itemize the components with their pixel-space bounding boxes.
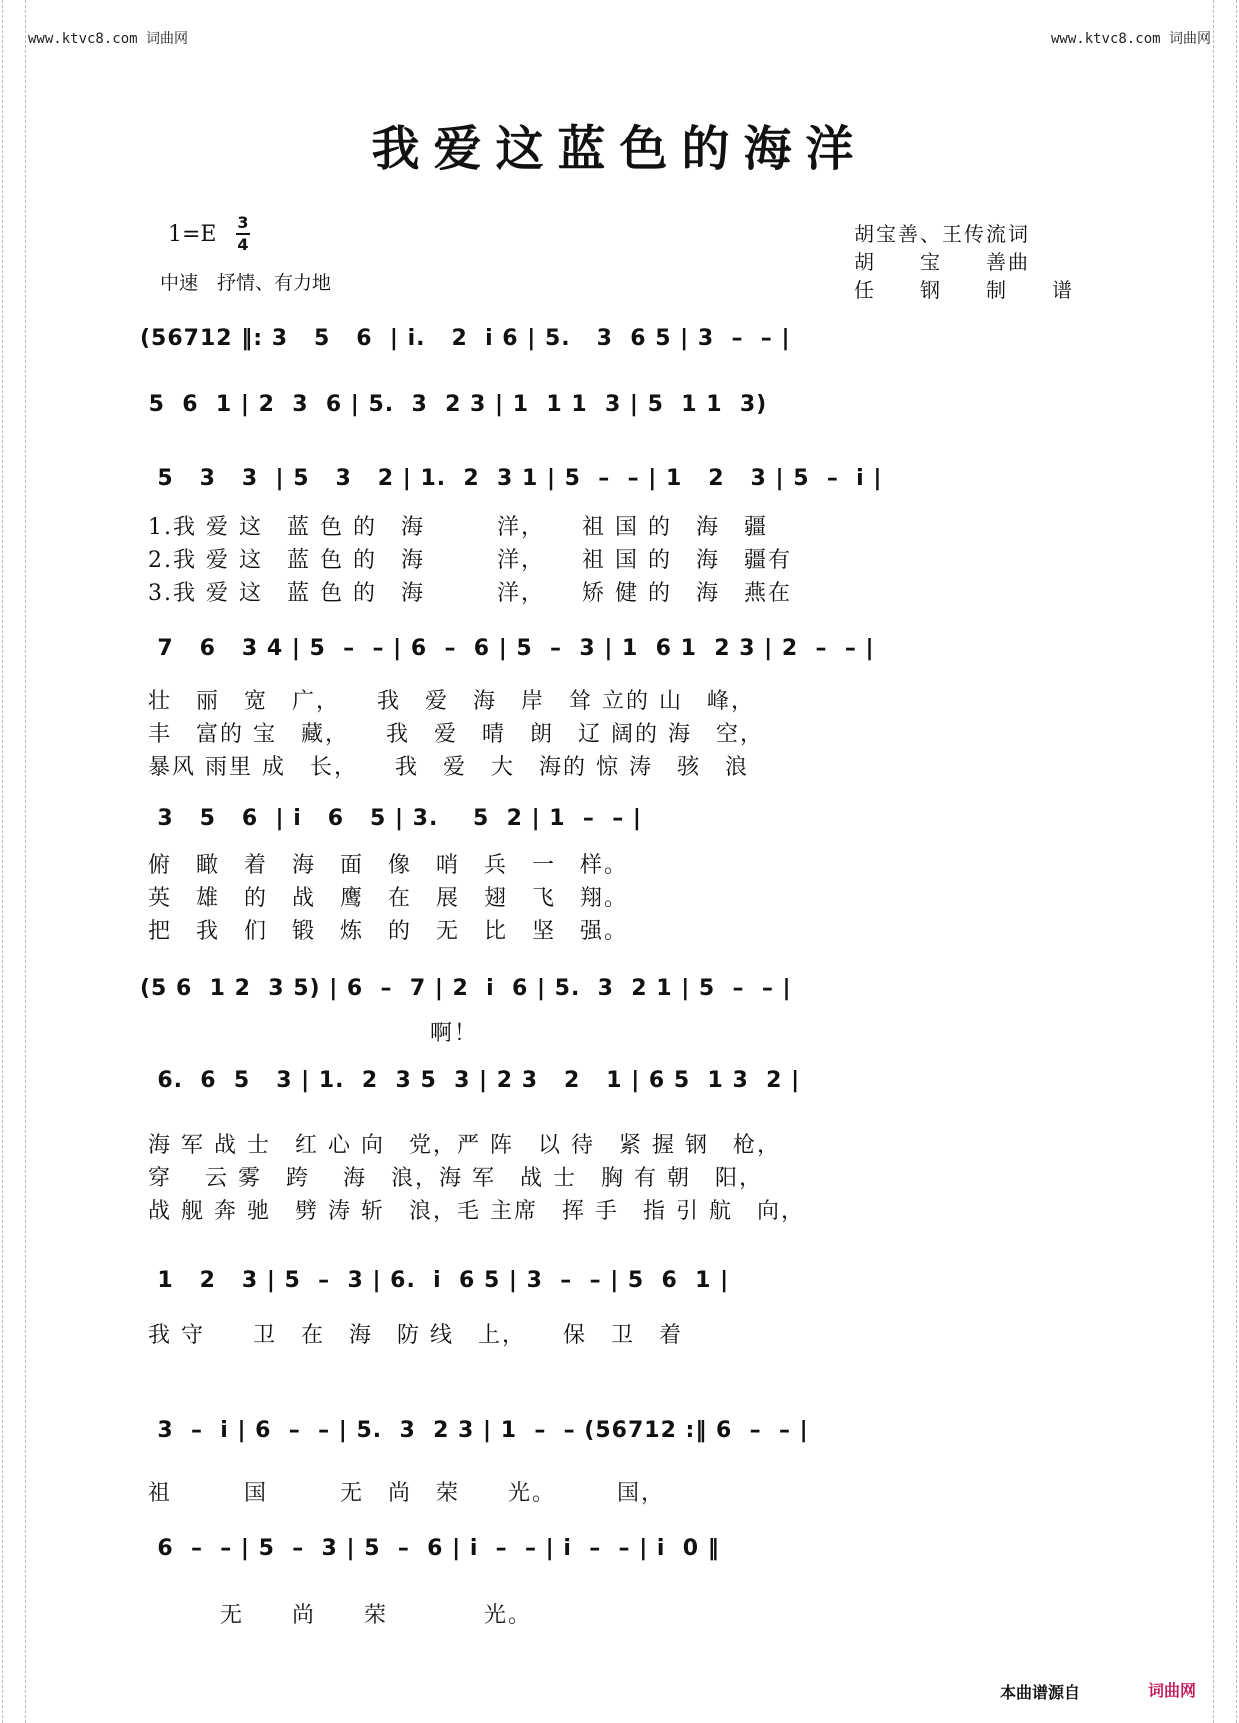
lyric-chorus-3: 战 舰 奔 驰 劈 涛 斩 浪，毛 主席 挥 手 指 引 航 向，: [148, 1199, 805, 1224]
credits: [854, 220, 1074, 304]
notation-line-8: 1 2 3 | 5 – 3 | 6. i 6 5 | 3 – – | 5 6 1 |: [140, 1268, 730, 1293]
lyric-verse1-c: 俯 瞰 着 海 面 像 哨 兵 一 样。: [148, 853, 629, 878]
notation-line-5: 3 5 6 | i 6 5 | 3. 5 2 | 1 – – |: [140, 806, 642, 831]
lyric-line-8: 我 守 卫 在 海 防 线 上， 保 卫 着: [148, 1323, 683, 1348]
credit-lyrics: 胡宝善、王传流词: [854, 222, 1030, 246]
lyric-verse1-a: 1.我 爱 这 蓝 色 的 海 洋， 祖 国 的 海 疆: [148, 515, 768, 540]
notation-line-7: 6. 6 5 3 | 1. 2 3 5 3 | 2 3 2 1 | 6 5 1 3 2 |: [140, 1068, 801, 1093]
time-signature-top: 3: [237, 213, 249, 232]
page-title: 我爱这蓝色的海洋: [371, 121, 868, 177]
tempo-marking: 中速 抒情、有力地: [160, 272, 332, 294]
lyric-verse3-a: 3.我 爱 这 蓝 色 的 海 洋， 矫 健 的 海 燕在: [148, 581, 792, 606]
time-signature-bottom: 4: [237, 235, 249, 254]
notation-line-1: (56712 ‖: 3 5 6 | i. 2 i 6 | 5. 3 6 5 | 3 – – |: [140, 326, 791, 351]
lyric-verse2-a: 2.我 爱 这 蓝 色 的 海 洋， 祖 国 的 海 疆有: [148, 548, 792, 573]
time-signature: [236, 214, 250, 254]
notation-line-2: 5 6 1 | 2 3 6 | 5. 3 2 3 | 1 1 1 3 | 5 1 1 3): [140, 392, 768, 417]
lyric-verse1-b: 壮 丽 宽 广， 我 爱 海 岸 耸 立的 山 峰，: [148, 689, 755, 714]
footer-source-label: 本曲谱源自: [1000, 1683, 1081, 1702]
lyric-verse2-c: 英 雄 的 战 鹰 在 展 翅 飞 翔。: [148, 886, 629, 911]
notation-line-3: 5 3 3 | 5 3 2 | 1. 2 3 1 | 5 – – | 1 2 3 | 5 – i |: [140, 466, 883, 491]
lyric-line-9: 祖 国 无 尚 荣 光。 国，: [148, 1481, 666, 1506]
lyric-verse3-c: 把 我 们 锻 炼 的 无 比 坚 强。: [148, 919, 629, 944]
site-header-right[interactable]: www.ktvc8.com 词曲网: [1050, 31, 1211, 47]
lyric-aa: 啊！: [430, 1021, 479, 1046]
right-margin-strip: [1213, 0, 1237, 1723]
lyric-verse3-b: 暴风 雨里 成 长， 我 爱 大 海的 惊 涛 骇 浪: [148, 755, 749, 780]
notation-line-9: 3 – i | 6 – – | 5. 3 2 3 | 1 – – (56712 :‖ 6 – – |: [140, 1418, 809, 1443]
notation-line-4: 7 6 3 4 | 5 – – | 6 – 6 | 5 – 3 | 1 6 1 2 3 | 2 – – |: [140, 636, 875, 661]
notation-line-10: 6 – – | 5 – 3 | 5 – 6 | i – – | i – – | i 0 ‖: [140, 1536, 720, 1561]
notation-line-6: (5 6 1 2 3 5) | 6 – 7 | 2 i 6 | 5. 3 2 1 | 5 – – |: [140, 976, 792, 1001]
left-margin-strip: [2, 0, 26, 1723]
lyric-chorus-1: 海 军 战 士 红 心 向 党，严 阵 以 待 紧 握 钢 枪，: [148, 1133, 781, 1158]
lyric-verse2-b: 丰 富的 宝 藏， 我 爱 晴 朗 辽 阔的 海 空，: [148, 722, 764, 747]
site-header-left[interactable]: www.ktvc8.com 词曲网: [28, 31, 189, 47]
credit-music: 胡 宝 善曲: [854, 250, 1030, 274]
lyric-chorus-2: 穿 云 雾 跨 海 浪，海 军 战 士 胸 有 朝 阳，: [148, 1166, 763, 1191]
key-signature: 1=E: [168, 222, 217, 247]
credit-arranger: 任 钢 制 谱: [854, 278, 1074, 302]
footer-site-link[interactable]: 词曲网: [1148, 1681, 1197, 1700]
lyric-line-10: 无 尚 荣 光。: [148, 1603, 533, 1628]
